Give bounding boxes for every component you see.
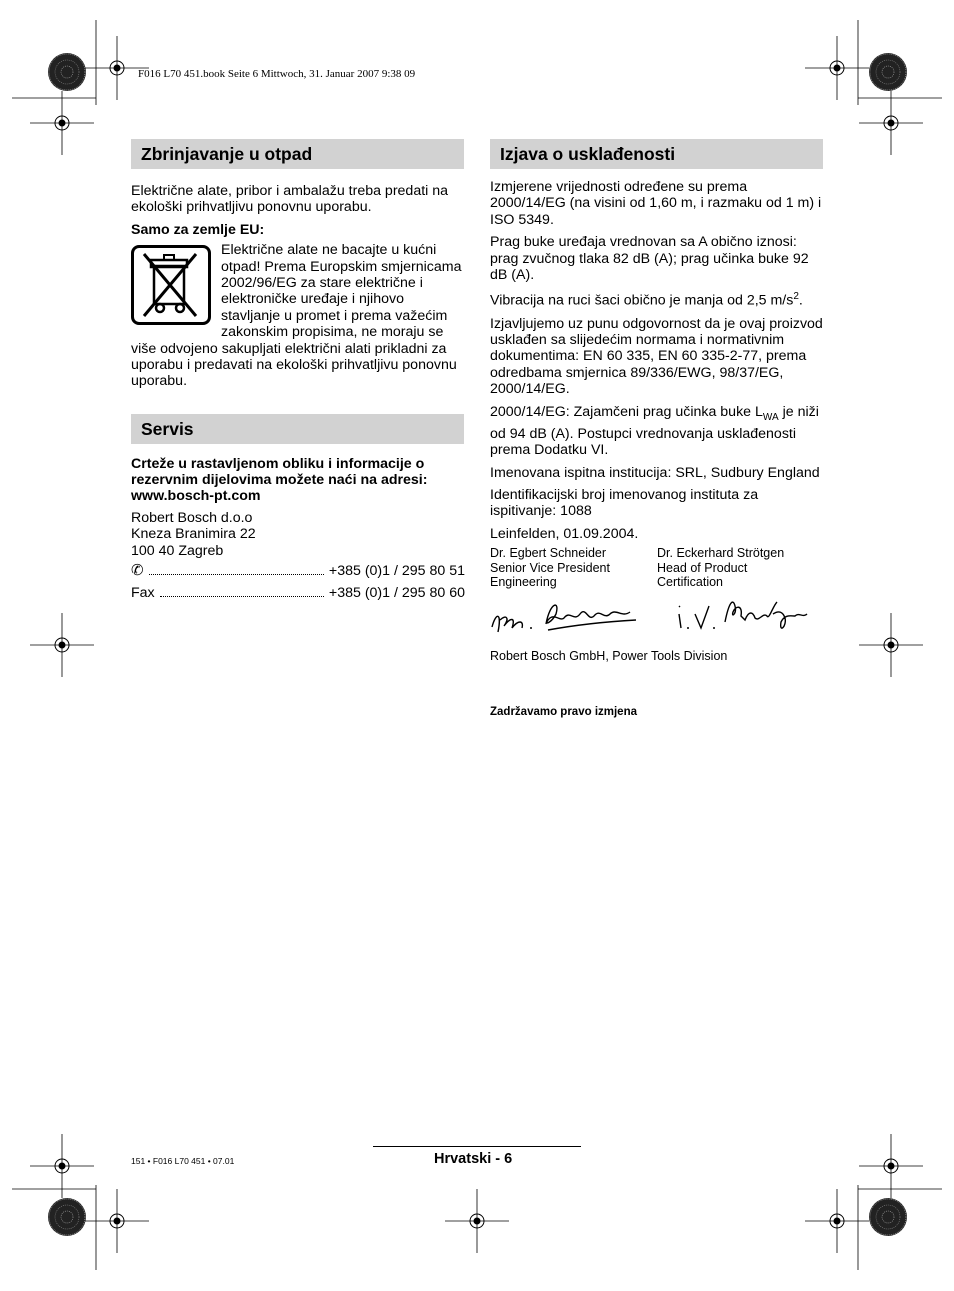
phone-icon: ✆	[131, 562, 144, 580]
signature-schneider	[490, 592, 673, 642]
para-noise: Prag buke uređaja vrednovan sa A obično iznosi: prag zvučnog tlaka 82 dB (A); prag učinka buke 92 dB (A).	[490, 234, 809, 284]
left-column	[131, 139, 465, 601]
signatory-2: Dr. Eckerhard Strötgen Head of Product Certification	[657, 546, 785, 590]
service-info: Crteže u rastavljenom obliku i informacije o rezervnim dijelovima možete naći na adresi: www.bosch-pt.com	[131, 455, 428, 504]
disposal-intro: Električne alate, pribor i ambalažu treba predati na ekološki prihvatljivu ponovnu uporabu.	[131, 183, 449, 216]
fax-number: +385 (0)1 / 295 80 60	[328, 584, 465, 601]
company-line: Robert Bosch GmbH, Power Tools Division	[490, 649, 728, 664]
address-line: 100 40 Zagreb	[131, 542, 224, 559]
eu-block	[131, 242, 465, 390]
section-title-service: Servis	[131, 414, 464, 444]
fax-label: Fax	[131, 584, 155, 601]
address-line: Robert Bosch d.o.o	[131, 509, 253, 526]
section-title-conformity: Izjava o usklađenosti	[490, 139, 823, 169]
para-notified-body: Imenovana ispitna institucija: SRL, Sudbury England	[490, 464, 820, 481]
section-title-disposal: Zbrinjavanje u otpad	[131, 139, 464, 169]
page-number: Hrvatski - 6	[434, 1151, 513, 1167]
signature-row	[490, 592, 824, 642]
signature-stroetgen	[673, 592, 823, 642]
signatories	[490, 546, 824, 590]
book-header-line: F016 L70 451.book Seite 6 Mittwoch, 31. Januar 2007 9:38 09	[138, 68, 416, 80]
para-id-number: Identifikacijski broj imenovanog instituta za ispitivanje: 1088	[490, 487, 759, 520]
eu-disposal-text: Električne alate ne bacajte u kućni otpad! Prema Europskim smjernicama 2002/96/EG za stare električne i elektroničke uređaje i njihovo stavljanje u promet i prema važećim zakonskim propisima, ne moraju se više odvojeno sakupljati električni alati prikladni za uporabu i predavati na ekološki prihvatljivu ponovnu uporabu.	[131, 242, 462, 390]
footer-code: 151 • F016 L70 451 • 07.01	[131, 1156, 235, 1166]
fax-row	[131, 585, 465, 601]
para-vibration: Vibracija na ruci šaci obično je manja od 2,5 $m/s^2$.	[490, 291, 803, 310]
dot-leader	[160, 595, 324, 597]
para-place-date: Leinfelden, 01.09.2004.	[490, 525, 639, 542]
crossed-out-wheelie-bin-icon	[131, 245, 211, 325]
phone-number: +385 (0)1 / 295 80 51	[328, 563, 465, 580]
reserve-note: Zadržavamo pravo izmjena	[490, 706, 637, 719]
right-column	[490, 139, 824, 721]
footer-rule	[373, 1146, 581, 1147]
dot-leader	[149, 573, 324, 575]
signatory-1: Dr. Egbert Schneider Senior Vice President Engineering	[490, 546, 610, 590]
para-declaration: Izjavljujemo uz punu odgovornost da je ovaj proizvod usklađen sa slijedećim normama i normativnim dokumentima: EN 60 335, EN 60 335-2-77, prema odredbama smjernica 89/336/EWG, 98/37/EG, 2000/14/EG.	[490, 315, 823, 398]
eu-label: Samo za zemlje EU:	[131, 221, 265, 238]
para-measurement: Izmjerene vrijednosti određene su prema 2000/14/EG (na visini od 1,60 m, i razmaku od 1 m) i ISO 5349.	[490, 179, 822, 228]
para-guaranteed-level: 2000/14/EG: Zajamčeni prag učinka buke $L_{WA}$ je niži od 94 dB (A). Postupci vrednovanja usklađenosti prema Dodatku VI.	[490, 403, 819, 459]
phone-row	[131, 563, 465, 579]
address-line: Kneza Branimira 22	[131, 526, 256, 543]
